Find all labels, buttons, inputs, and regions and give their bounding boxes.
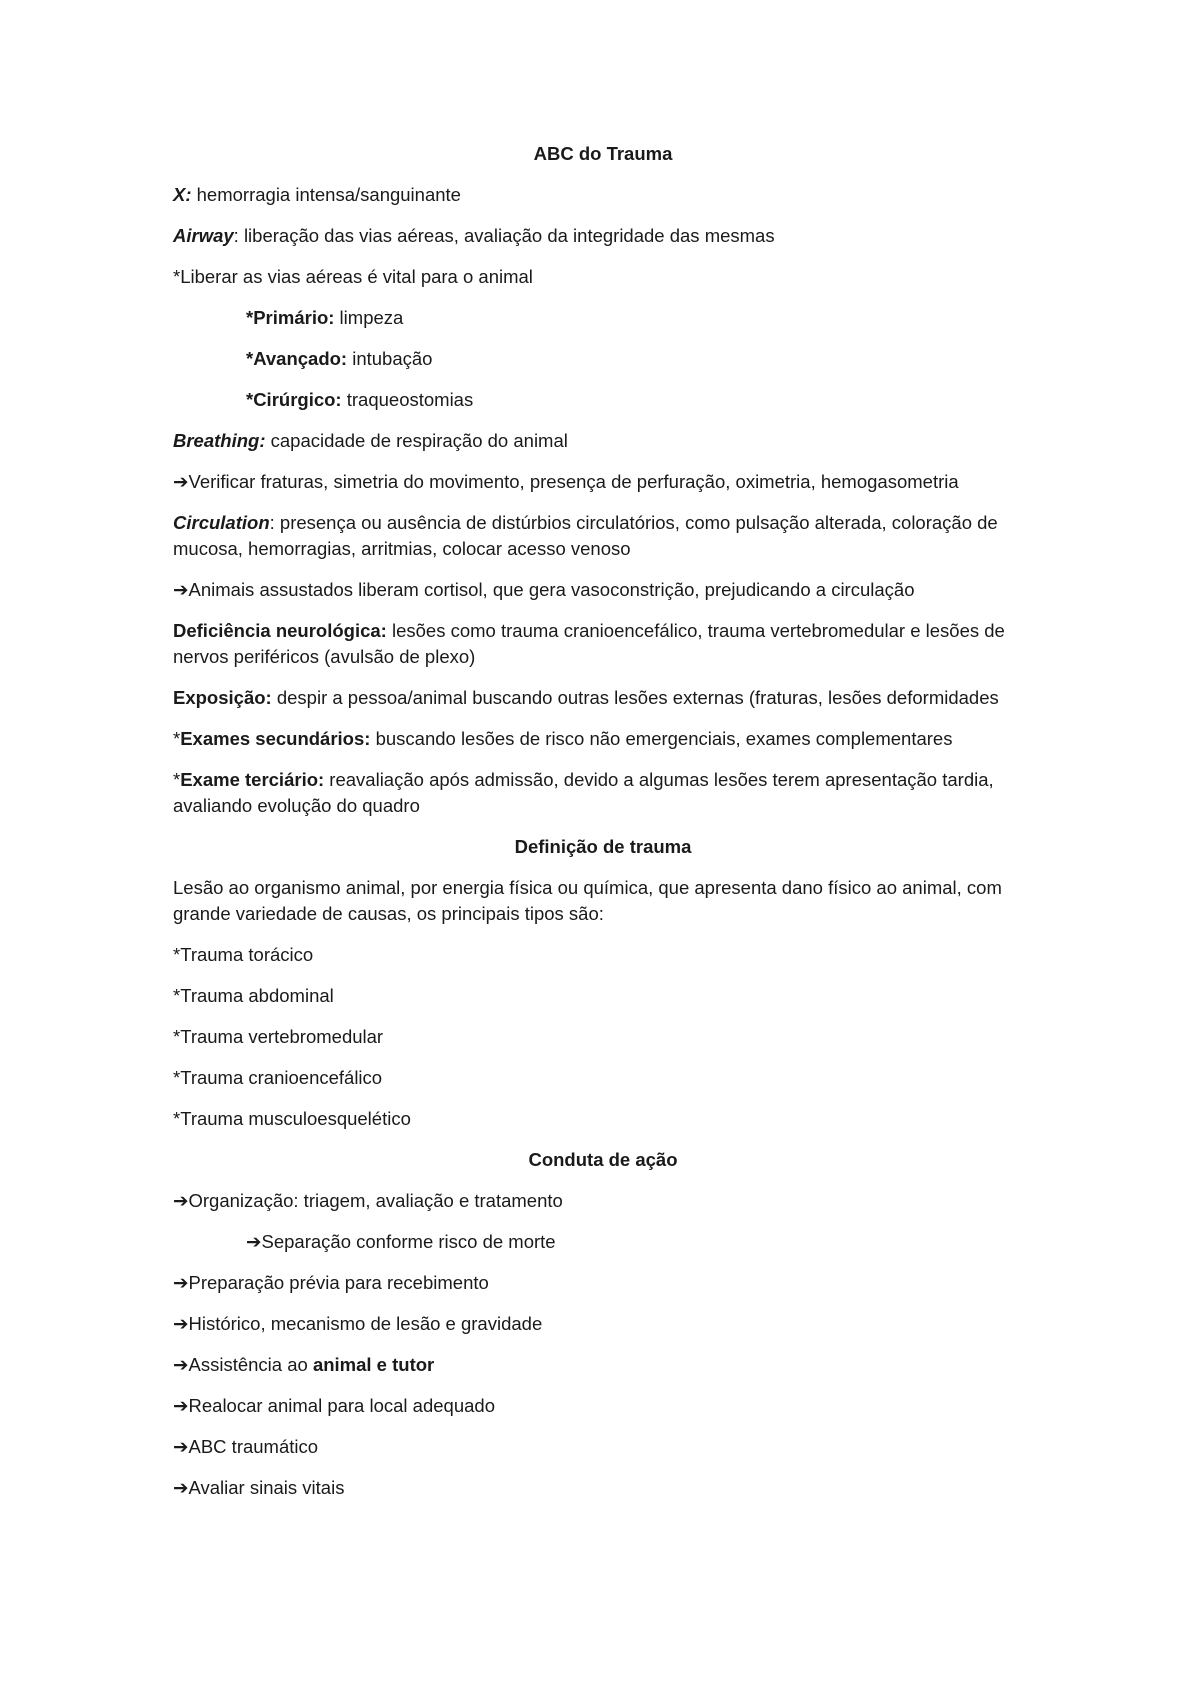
exames-secundarios-prefix: *: [173, 728, 181, 749]
conduta-realocar: ➔Realocar animal para local adequado: [173, 1395, 495, 1416]
breathing-label: Breathing:: [173, 430, 266, 451]
conduta-preparacao: ➔Preparação prévia para recebimento: [173, 1272, 489, 1293]
x-label: X:: [173, 184, 192, 205]
deficiencia-label: Deficiência neurológica:: [173, 620, 387, 641]
conduta-separacao: ➔Separação conforme risco de morte: [246, 1231, 556, 1252]
airway-level-text: limpeza: [334, 307, 404, 328]
airway-note: *Liberar as vias aéreas é vital para o animal: [173, 266, 533, 287]
breathing-paragraph: [173, 428, 1033, 454]
trauma-type-item: *Trauma abdominal: [173, 985, 334, 1006]
airway-level-label: *Primário:: [246, 307, 335, 328]
x-text: hemorragia intensa/sanguinante: [191, 184, 461, 205]
exame-terciario-prefix: *: [173, 769, 181, 790]
definicao-text: Lesão ao organismo animal, por energia física ou química, que apresenta dano físico ao animal, com grande variedade de causas, os principais tipos são:: [173, 877, 1002, 924]
exames-secundarios-paragraph: [173, 726, 1033, 752]
breathing-note: ➔Verificar fraturas, simetria do movimento, presença de perfuração, oximetria, hemogasometria: [173, 471, 959, 492]
trauma-type-item: *Trauma musculoesquelético: [173, 1108, 411, 1129]
exposicao-paragraph: [173, 685, 1033, 711]
circulation-paragraph: [173, 510, 1033, 562]
exposicao-label: Exposição:: [173, 687, 272, 708]
circulation-label: Circulation: [173, 512, 270, 533]
document-page: [173, 141, 1033, 1516]
airway-level-text: traqueostomias: [341, 389, 474, 410]
conduta-assistencia: [173, 1352, 1033, 1378]
exames-secundarios-text: buscando lesões de risco não emergenciais, exames complementares: [370, 728, 953, 749]
circulation-text: : presença ou ausência de distúrbios circulatórios, como pulsação alterada, coloração de mucosa, hemorragias, arritmias, colocar acesso venoso: [173, 512, 998, 559]
airway-level-cirurgico: [173, 387, 1033, 413]
conduta-abc: ➔ABC traumático: [173, 1436, 319, 1457]
conduta-heading: Conduta de ação: [528, 1149, 678, 1170]
airway-level-label: *Avançado:: [246, 348, 348, 369]
circulation-note: ➔Animais assustados liberam cortisol, que gera vasoconstrição, prejudicando a circulação: [173, 579, 915, 600]
conduta-assistencia-text: ➔Assistência ao: [173, 1354, 313, 1375]
airway-label: Airway: [173, 225, 234, 246]
trauma-type-item: *Trauma vertebromedular: [173, 1026, 384, 1047]
deficiencia-paragraph: [173, 618, 1033, 670]
exame-terciario-paragraph: [173, 767, 1033, 819]
airway-paragraph: [173, 223, 1033, 249]
airway-text: : liberação das vias aéreas, avaliação da integridade das mesmas: [233, 225, 775, 246]
conduta-historico: ➔Histórico, mecanismo de lesão e gravidade: [173, 1313, 543, 1334]
airway-level-avancado: [173, 346, 1033, 372]
conduta-sinais: ➔Avaliar sinais vitais: [173, 1477, 345, 1498]
exame-terciario-text: reavaliação após admissão, devido a algumas lesões terem apresentação tardia, avaliando evolução do quadro: [173, 769, 994, 816]
exposicao-text: despir a pessoa/animal buscando outras lesões externas (fraturas, lesões deformidades: [271, 687, 999, 708]
airway-level-text: intubação: [347, 348, 433, 369]
exame-terciario-label: Exame terciário:: [180, 769, 325, 790]
trauma-type-item: *Trauma cranioencefálico: [173, 1067, 383, 1088]
deficiencia-text: lesões como trauma cranioencefálico, trauma vertebromedular e lesões de nervos periféricos (avulsão de plexo): [173, 620, 1005, 667]
breathing-text: capacidade de respiração do animal: [265, 430, 568, 451]
conduta-organizacao: ➔Organização: triagem, avaliação e tratamento: [173, 1190, 563, 1211]
airway-level-primario: [173, 305, 1033, 331]
airway-level-label: *Cirúrgico:: [246, 389, 342, 410]
exames-secundarios-label: Exames secundários:: [180, 728, 371, 749]
conduta-assistencia-bold: animal e tutor: [312, 1354, 435, 1375]
definicao-heading: Definição de trauma: [514, 836, 692, 857]
x-paragraph: [173, 182, 1033, 208]
page-title: ABC do Trauma: [533, 143, 673, 164]
trauma-type-item: *Trauma torácico: [173, 944, 314, 965]
